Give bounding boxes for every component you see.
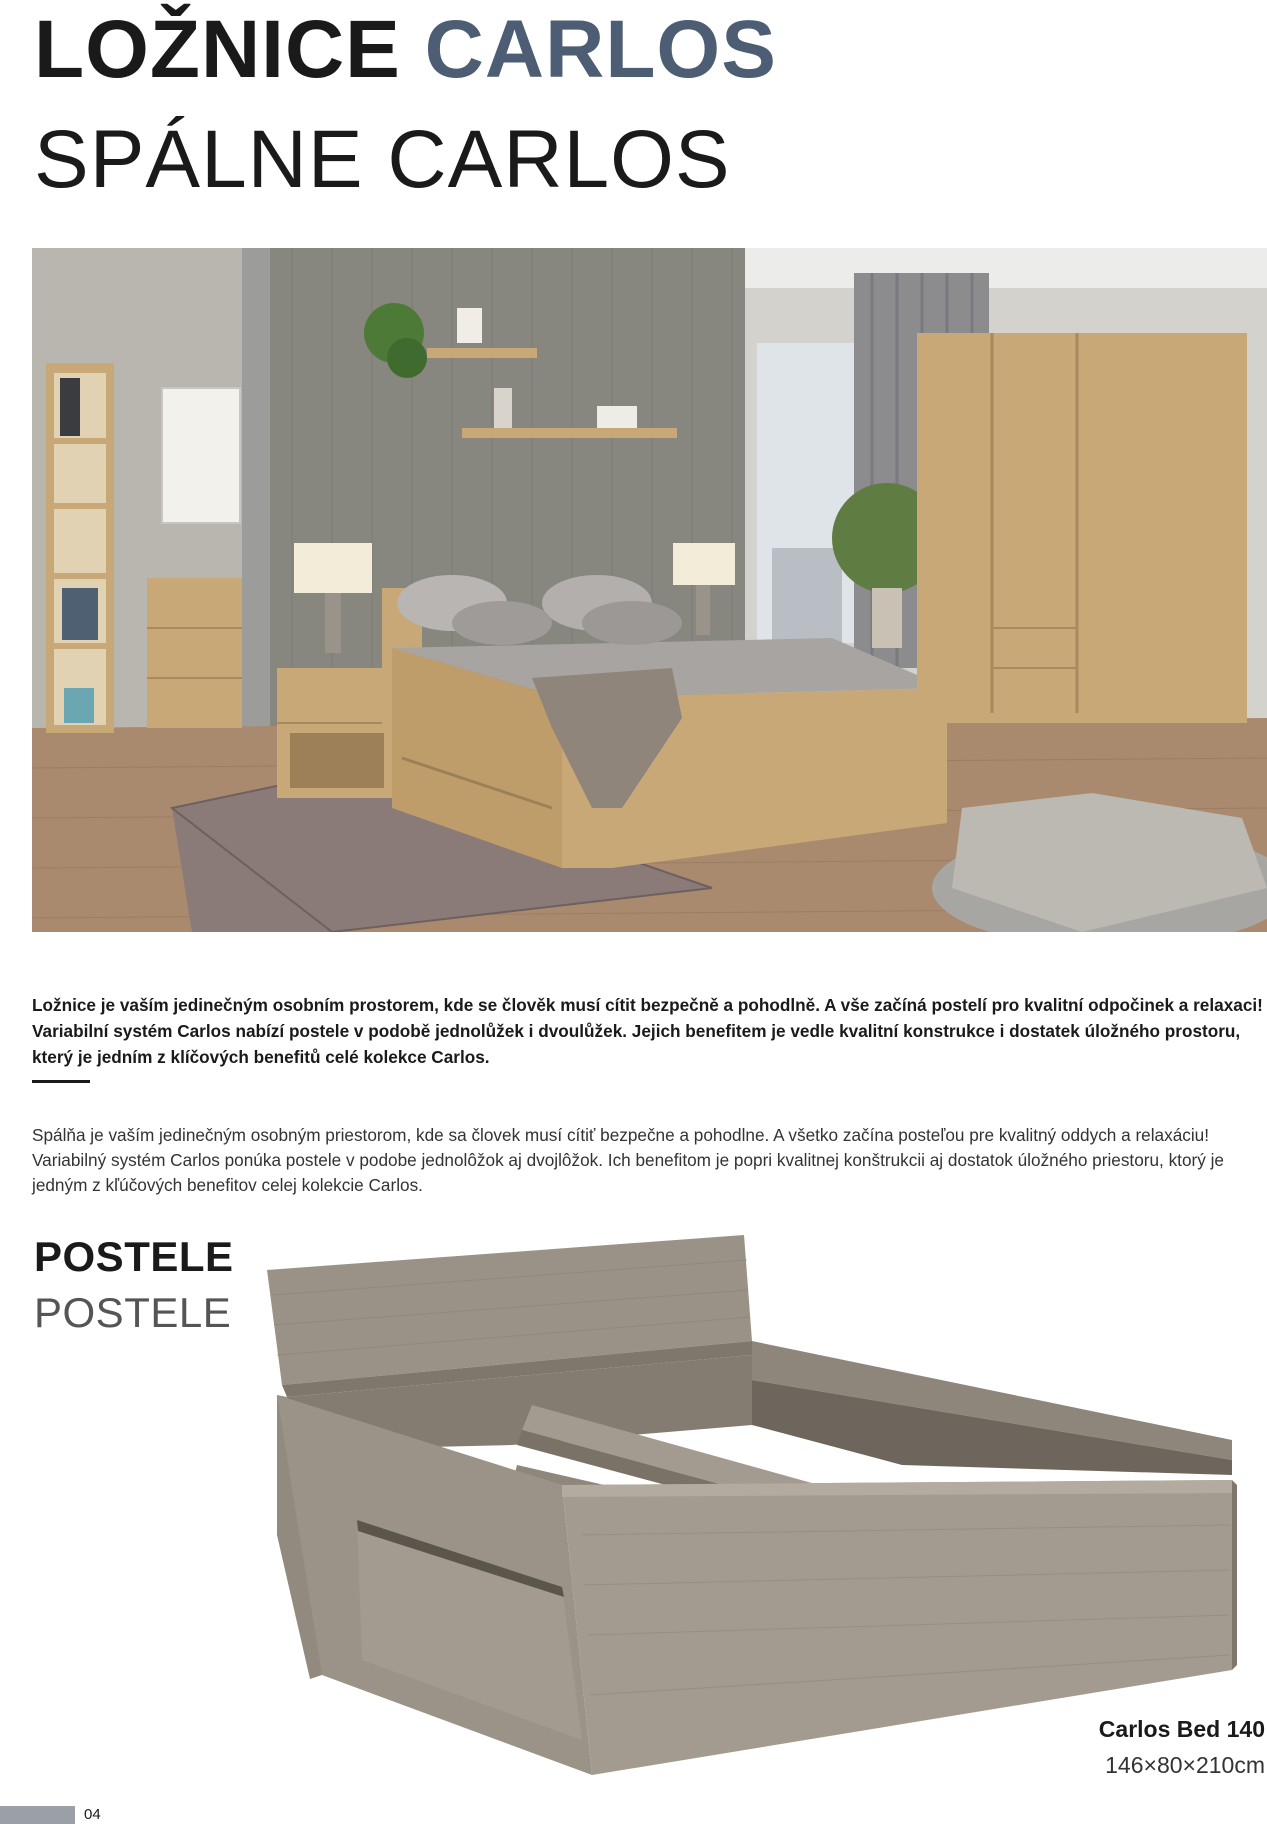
title-cz-accent: CARLOS: [424, 4, 777, 95]
bedroom-hero-image: [32, 248, 1267, 932]
title-sk-main: SPÁLNE: [34, 114, 364, 205]
section-title-cz: POSTELE: [34, 1233, 234, 1280]
title-cz-main: LOŽNICE: [34, 4, 401, 95]
product-dimensions: 146×80×210cm: [1105, 1752, 1265, 1778]
section-title-sk: POSTELE: [34, 1289, 232, 1336]
bedroom-scene-illustration: [32, 248, 1267, 932]
page-title-sk: [34, 112, 731, 208]
divider: [32, 1080, 90, 1083]
title-sk-accent: CARLOS: [387, 114, 731, 205]
page-title-cz: [34, 2, 777, 98]
intro-text-cz: Ložnice je vaším jedinečným osobním prostorem, kde se člověk musí cítit bezpečně a pohodlně. A vše začíná postelí pro kvalitní odpočinek a relaxaci! Variabilní systém Carlos nabízí postele v podobě jednolůžek i dvoulůžek. Jejich benefitem je vedle kvalitní konstrukce i dostatek úložného prostoru, který je jedním z klíčových benefitů celé kolekce Carlos.: [32, 995, 1263, 1068]
intro-text-sk: Spálňa je vaším jedinečným osobným priestorom, kde sa človek musí cítiť bezpečne a pohodlne. A všetko začína posteľou pre kvalitný oddych a relaxáciu! Variabilný systém Carlos ponúka postele v podobe jednolôžok aj dvojlôžok. Ich benefitom je popri kvalitnej konštrukcii aj dostatok úložného priestoru, ktorý je jedným z kľúčových benefitov celej kolekcie Carlos.: [32, 1125, 1224, 1196]
bed-product-image: [262, 1235, 1242, 1775]
page-number: 04: [84, 1806, 101, 1823]
page-number-bar: [0, 1806, 75, 1824]
bed-illustration: [262, 1235, 1242, 1775]
product-name: Carlos Bed 140: [1098, 1716, 1265, 1742]
